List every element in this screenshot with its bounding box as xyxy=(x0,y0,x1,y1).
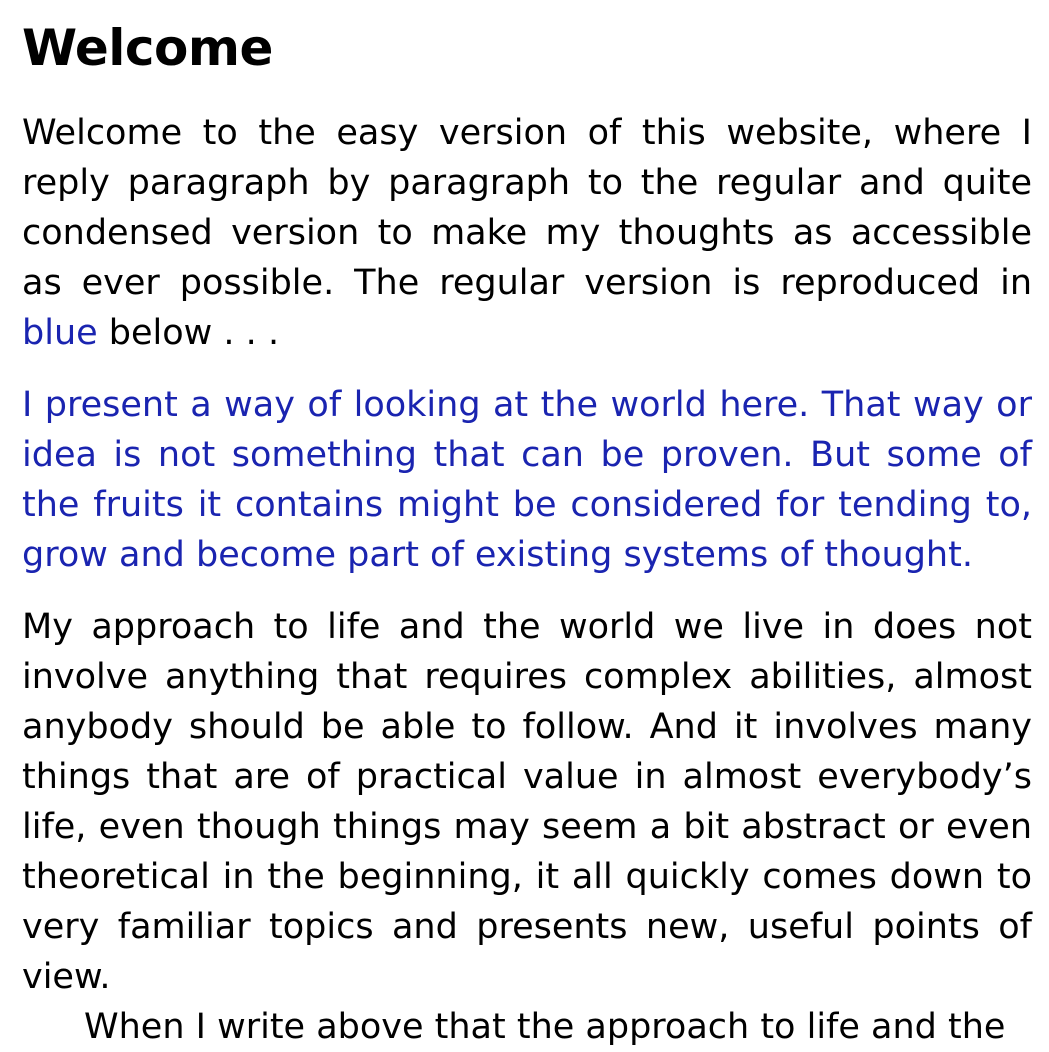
body-paragraph-2: When I write above that the approach to life and the xyxy=(84,1007,1006,1047)
intro-text-start: Welcome to the easy version of this website, where I reply paragraph by paragraph to the regular and quite condensed version to make my thoughts as accessible as ever possible. The regular version is reproduced in xyxy=(22,113,1032,303)
intro-blue-word: blue xyxy=(22,313,98,353)
intro-text-end: below . . . xyxy=(97,313,280,353)
page-title: Welcome xyxy=(22,19,273,77)
body-paragraph-1: My approach to life and the world we live in does not involve anything that requires complex abilities, almost anybody should be able to follow. And it involves many things that are of practical value in almost everybody’s life, even though things may seem a bit abstract or even theoretical in the beginning, it all quickly comes down to very familiar topics and presents new, useful points of view. xyxy=(22,607,1032,997)
regular-version-quote: I present a way of looking at the world here. That way or idea is not something that can be proven. But some of the fruits it contains might be considered for tending to, grow and become part of existing systems of thought. xyxy=(22,385,1032,575)
intro-paragraph xyxy=(22,108,1032,358)
